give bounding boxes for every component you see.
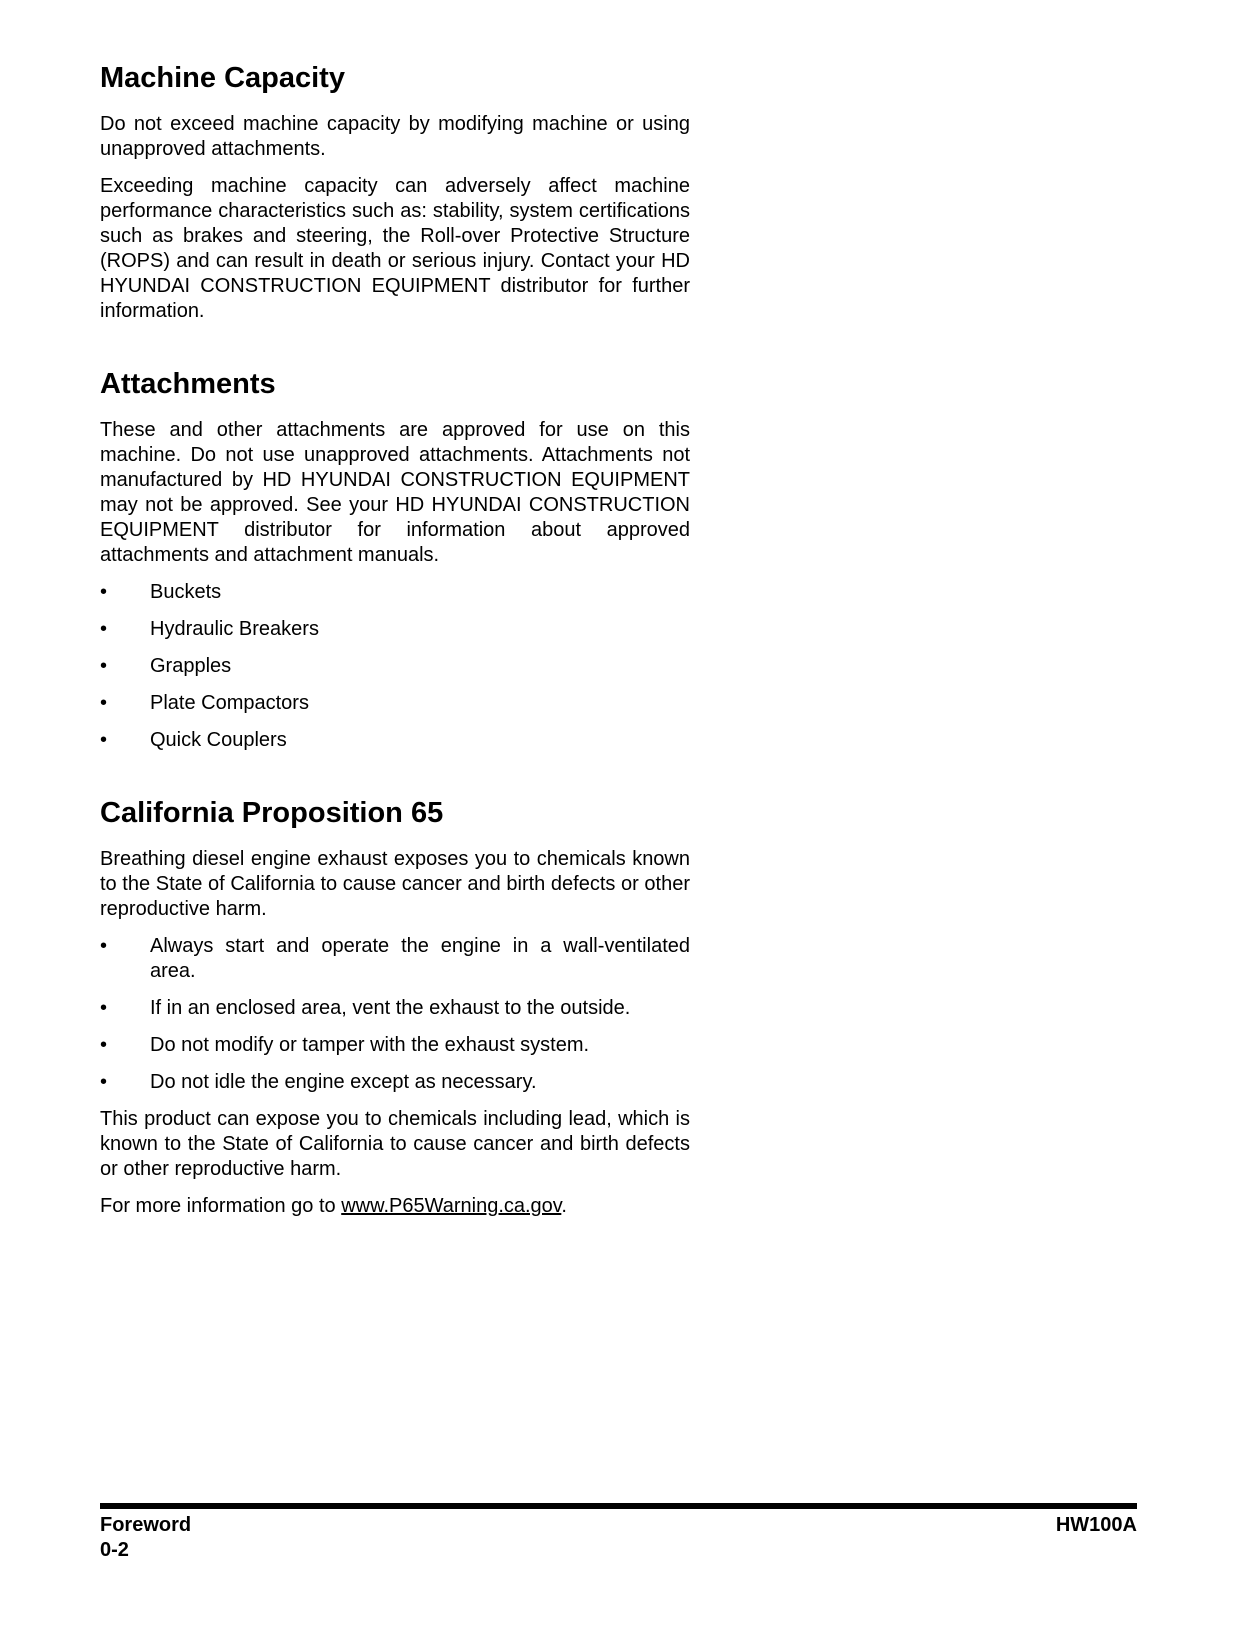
footer-model: HW100A: [1055, 1514, 1137, 1536]
prop65-more-info: [100, 1194, 690, 1219]
bullet-icon: •: [100, 997, 108, 1019]
footer-left: [100, 1513, 191, 1563]
bullet-icon: •: [100, 1071, 108, 1093]
bullet-icon: •: [100, 1034, 108, 1056]
bullet-icon: •: [100, 935, 108, 957]
list-item: [100, 691, 690, 716]
section-title-california-proposition-65: California Proposition 65: [100, 797, 444, 829]
list-item-text: Plate Compactors: [150, 692, 309, 714]
list-item: [100, 580, 690, 605]
list-item: [100, 617, 690, 642]
bullet-icon: •: [100, 618, 108, 640]
footer-page-number: 0-2: [100, 1539, 129, 1561]
list-item-text: Do not idle the engine except as necessary.: [150, 1071, 537, 1093]
prop65-paragraph-1: Breathing diesel engine exhaust exposes you to chemicals known to the State of California to cause cancer and birth defects or other reproductive harm.: [100, 848, 690, 920]
prop65-paragraph-2: This product can expose you to chemicals including lead, which is known to the State of California to cause cancer and birth defects or other reproductive harm.: [100, 1108, 690, 1180]
machine-capacity-paragraph-2: Exceeding machine capacity can adversely affect machine performance characteristics such as: stability, system certifications such as brakes and steering, the Roll-over Protective Structure (ROPS) and can result in death or serious injury. Contact your HD HYUNDAI CONSTRUCTION EQUIPMENT distributor for further information.: [100, 175, 690, 322]
list-item-text: Quick Couplers: [150, 729, 287, 751]
bullet-icon: •: [100, 581, 108, 603]
list-item-text: Buckets: [150, 581, 222, 603]
section-title-attachments: Attachments: [100, 368, 276, 400]
more-info-suffix: .: [561, 1195, 567, 1217]
list-item-text: Always start and operate the engine in a wall-ventilated area.: [150, 935, 690, 982]
page-content: [100, 58, 690, 1231]
bullet-icon: •: [100, 692, 108, 714]
list-item: [100, 996, 690, 1021]
p65-warning-link[interactable]: www.P65Warning.ca.gov: [341, 1195, 562, 1217]
list-item-text: If in an enclosed area, vent the exhaust to the outside.: [150, 997, 631, 1019]
footer-section-name: Foreword: [100, 1514, 192, 1536]
bullet-icon: •: [100, 655, 108, 677]
list-item-text: Do not modify or tamper with the exhaust system.: [150, 1034, 590, 1056]
list-item-text: Hydraulic Breakers: [150, 618, 319, 640]
more-info-prefix: For more information go to: [100, 1195, 342, 1217]
list-item: [100, 1033, 690, 1058]
footer-divider: [100, 1503, 1137, 1509]
bullet-icon: •: [100, 729, 108, 751]
attachments-list: [100, 580, 690, 753]
list-item-text: Grapples: [150, 655, 232, 677]
prop65-list: [100, 934, 690, 1095]
list-item: [100, 728, 690, 753]
machine-capacity-paragraph-1: Do not exceed machine capacity by modifying machine or using unapproved attachments.: [100, 113, 690, 160]
list-item: [100, 1070, 690, 1095]
attachments-paragraph: These and other attachments are approved for use on this machine. Do not use unapproved attachments. Attachments not manufactured by HD HYUNDAI CONSTRUCTION EQUIPMENT may not be approved. See your HD HYUNDAI CONSTRUCTION EQUIPMENT distributor for information about approved attachments and attachment manuals.: [100, 419, 690, 566]
list-item: [100, 934, 690, 984]
section-title-machine-capacity: Machine Capacity: [100, 62, 345, 94]
list-item: [100, 654, 690, 679]
